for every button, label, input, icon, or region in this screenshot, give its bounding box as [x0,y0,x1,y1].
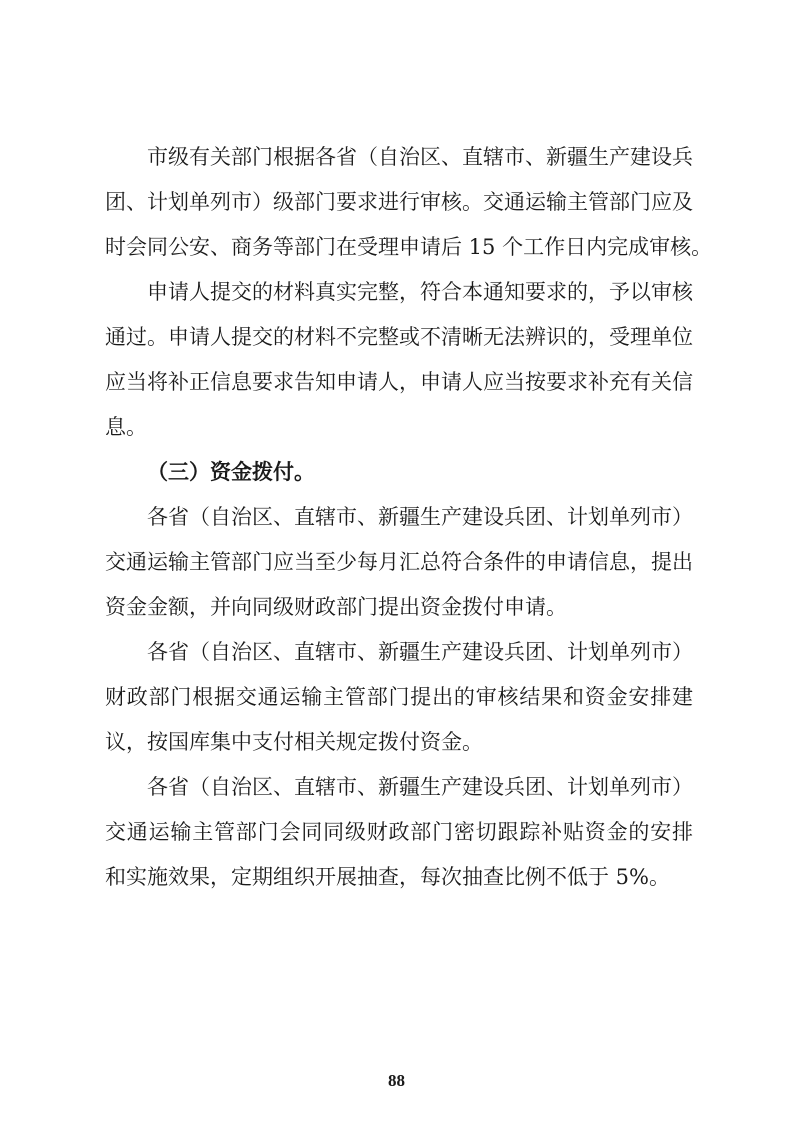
paragraph-line: 各省（自治区、直辖市、新疆生产建设兵团、计划单列市） [147,775,693,799]
section-heading: （三）资金拨付。 [147,459,315,484]
paragraph-line: 议，按国库集中支付相关规定拨付资金。 [105,730,483,754]
paragraph-line: 资金金额，并向同级财政部门提出资金拨付申请。 [105,595,567,619]
paragraph-line: 交通运输主管部门应当至少每月汇总符合条件的申请信息，提出 [105,550,693,574]
paragraph-line: 各省（自治区、直辖市、新疆生产建设兵团、计划单列市） [147,640,693,664]
paragraph-line: 财政部门根据交通运输主管部门提出的审核结果和资金安排建 [105,685,693,709]
paragraph-line: 息。 [105,415,147,439]
paragraph-line: 应当将补正信息要求告知申请人，申请人应当按要求补充有关信 [105,370,693,394]
paragraph-line: 交通运输主管部门会同同级财政部门密切跟踪补贴资金的安排 [105,820,693,844]
paragraph-line: 市级有关部门根据各省（自治区、直辖市、新疆生产建设兵 [147,145,693,169]
paragraph-line: 和实施效果，定期组织开展抽查，每次抽查比例不低于 5%。 [105,865,670,889]
paragraph-line: 各省（自治区、直辖市、新疆生产建设兵团、计划单列市） [147,505,693,529]
paragraph-line: 团、计划单列市）级部门要求进行审核。交通运输主管部门应及 [105,190,693,214]
page-number: 88 [388,1071,405,1090]
paragraph-line: 通过。申请人提交的材料不完整或不清晰无法辨识的，受理单位 [105,325,693,349]
paragraph-line: 申请人提交的材料真实完整，符合本通知要求的，予以审核 [147,280,693,304]
paragraph-line: 时会同公安、商务等部门在受理申请后 15 个工作日内完成审核。 [105,235,713,259]
